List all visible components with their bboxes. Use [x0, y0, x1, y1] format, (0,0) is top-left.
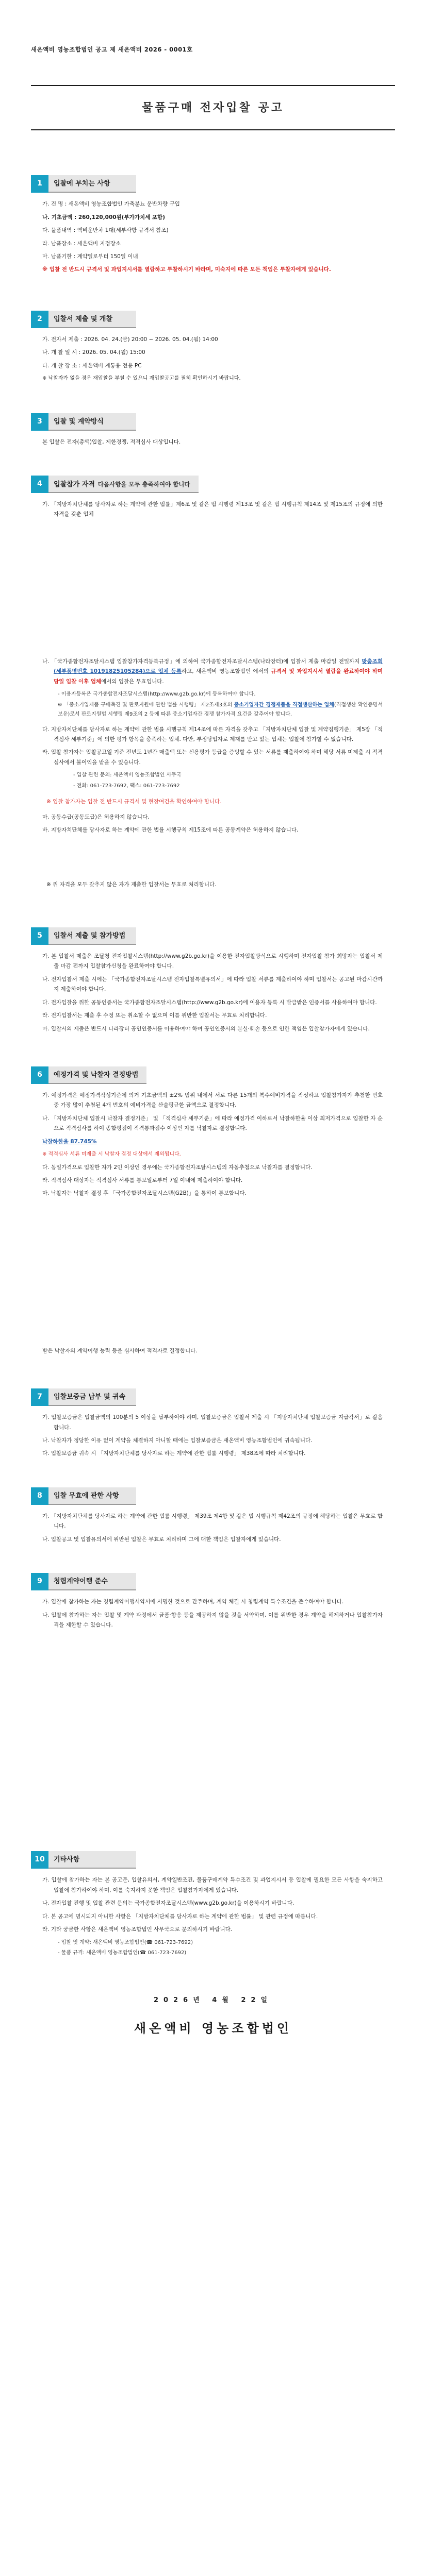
note-line: - 이용자등록은 국가종합전자조달시스템(http://www.g2b.go.kr)에 등록하여야 합니다.: [58, 691, 256, 698]
section-title: 입찰보증금 납부 및 귀속: [48, 1388, 136, 1406]
list-item: 다. 개 찰 장 소 : 새온액비 계통용 전용 PC: [42, 362, 142, 369]
list-item: 다. 입찰보증금 귀속 시 「지방자치단체를 당사자로 하는 계약에 관한 법률 시행령」 제38조에 따라 처리합니다.: [42, 1450, 306, 1457]
section-title: [48, 476, 199, 493]
list-item: 나. 기초금액 : 260,120,000원(부가가치세 포함): [42, 214, 165, 221]
highlight-text: 중소기업자간 경쟁제품을 직접생산하는 업체: [234, 702, 334, 708]
section-number: 7: [31, 1388, 48, 1406]
section-header: [31, 309, 395, 330]
tail-note: 받은 낙찰자의 계약이행 능력 등을 심사하여 적격자로 결정합니다.: [42, 1347, 198, 1354]
section-header: [31, 474, 395, 495]
warning-note: ※ 입찰 참가자는 입찰 전 반드시 규격서 및 현장여건을 확인하여야 합니다.: [46, 799, 222, 805]
warning-note: ※ 적격심사 서류 미제출 시 낙찰자 결정 대상에서 제외됩니다.: [42, 1151, 181, 1158]
note: ※ 낙찰자가 없을 경우 재입찰을 부칠 수 있으니 재입찰공고를 필히 확인하시기 바랍니다.: [42, 376, 241, 382]
list-item: 마. 공동수급(공동도급)은 허용하지 않습니다.: [42, 814, 150, 820]
list-item: 가. 건 명 : 새온액비 영농조합법인 가축분뇨 운반차량 구입: [42, 201, 180, 208]
list-item: 가. 입찰보증금은 입찰금액의 100분의 5 이상을 납부하여야 하며, 입찰보증금은 입찰서 제출 시 「지방자치단체 입찰보증금 지급각서」로 갈음합니다.: [42, 1414, 383, 1431]
section-7: [31, 1387, 395, 1459]
contract-method-text: 본 입찰은 전자(총액)입찰, 제한경쟁, 적격심사 대상입니다.: [42, 438, 181, 445]
section-header: [31, 926, 395, 946]
list-item: 가. 입찰에 참가하는 자는 본 공고문, 입찰유의서, 계약일반조건, 물품구매계약 특수조건 및 과업지시서 등 입찰에 필요한 모든 사항을 숙지하고 입찰에 참가하여야 하며, 이를 숙지하지 못한 책임은 입찰참가자에게 있습니다.: [42, 1877, 383, 1893]
list-item: 라. 입찰 참가자는 입찰공고일 기준 전년도 1년간 매출액 또는 신용평가 등급을 증빙할 수 있는 서류를 제출하여야 하며 해당 서류 미제출 시 적격심사에서 불이익을 받을 수 있습니다.: [42, 749, 383, 766]
section-header: [31, 1486, 395, 1506]
list-item: 나. 입찰공고 및 입찰유의서에 위반된 입찰은 무효로 처리하며 그에 대한 책임은 입찰자에게 있습니다.: [42, 1536, 281, 1543]
list-item: 가. 본 입찰서 제출은 조달청 전자입찰시스템(http://www.g2b.go.kr)을 이용한 전자입찰방식으로 시행하며 전자입찰 참가 희망자는 입찰서 제출 마감 전까지 입찰참가신청을 완료하여야 합니다.: [42, 953, 383, 970]
section-number: 9: [31, 1573, 48, 1590]
note-line: [58, 701, 383, 720]
section-body: [31, 437, 395, 447]
list-item: 라. 전자입찰서는 제출 후 수정 또는 취소할 수 없으며 이를 위반한 입찰서는 무효로 처리합니다.: [42, 1012, 267, 1019]
highlight-text: 맞춤조회(세부품명번호 10191825105284)으로 업체 등록: [54, 658, 383, 675]
section-body: [31, 500, 395, 890]
list-item: 마. 입찰서의 제출은 반드시 나라장터 공인인증서를 이용하여야 하며 공인인증서의 분실·훼손 등으로 인한 책임은 입찰참가자에게 있습니다.: [42, 1025, 370, 1032]
section-body: [31, 335, 395, 384]
organization-name: 새온액비 영농조합법인: [134, 2020, 292, 2036]
section-header: [31, 1850, 395, 1870]
section-5: [31, 926, 395, 1034]
list-item: 가. 「지방자치단체를 당사자로 하는 계약에 관한 법률 시행령」 제39조 제4항 및 같은 법 시행규칙 제42조의 규정에 해당하는 입찰은 무효로 합니다.: [42, 1513, 383, 1530]
section-header: [31, 1387, 395, 1408]
section-4: [31, 474, 395, 890]
list-item: 나. 입찰에 참가하는 자는 입찰 및 계약 과정에서 금품·향응 등을 제공하지 않을 것을 서약하며, 이를 위반한 경우 계약을 해제하거나 입찰참가자격을 제한할 수 있습니다.: [42, 1612, 383, 1629]
list-item: 라. 적격심사 대상자는 적격심사 서류를 통보일로부터 7일 이내에 제출하여야 합니다.: [42, 1177, 243, 1183]
section-body: [31, 1875, 395, 1958]
section-number: 10: [31, 1851, 48, 1869]
list-item: 나. 전자입찰서 제출 시에는 「국가종합전자조달시스템 전자입찰특별유의서」에 따라 입찰 서류를 제출하여야 하며 입찰서는 공고된 마감시간까지 제출하여야 합니다.: [42, 976, 383, 993]
contact-notes: [42, 771, 383, 791]
list-item: 마. 납품기한 : 계약일로부터 150일 이내: [42, 253, 138, 260]
list-item: 마. 낙찰자는 낙찰자 결정 후 「국가종합전자조달시스템(G2B)」을 통하여 통보합니다.: [42, 1190, 247, 1197]
section-body: [31, 1597, 395, 1630]
section-body: [31, 199, 395, 275]
text-run: 나. 「국가종합전자조달시스템 입찰참가자격등록규정」에 의하여 국가종합전자조달시스템(나라장터)에 입찰서 제출 마감일 전일까지: [42, 658, 362, 665]
highlight-text: 규격서 및 과업지시서 열람을 완료하여야 하며 당일 입찰 이후 업체: [54, 668, 383, 685]
notice-number: 새온액비 영농조합법인 공고 제 새온액비 2026 - 0001호: [31, 46, 193, 53]
section-number: 8: [31, 1487, 48, 1505]
section-body: [31, 952, 395, 1034]
section-title: 입찰 및 계약방식: [48, 413, 136, 431]
section-header: [31, 412, 395, 432]
section-2: [31, 309, 395, 384]
blank-area: [42, 523, 383, 657]
contact-line: - 입찰 관련 문의: 새온액비 영농조합법인 사무국: [73, 772, 182, 778]
section-number: 6: [31, 1066, 48, 1084]
section-subtitle: 다음사항을 모두 충족하여야 합니다: [97, 480, 190, 488]
tail-note: ※ 위 자격을 모두 갖추지 않은 자가 제출한 입찰서는 무효로 처리합니다.: [46, 881, 217, 888]
contact-notes: [42, 1938, 383, 1958]
section-6: [31, 1065, 395, 1356]
section-header: [31, 1571, 395, 1592]
section-number: 2: [31, 311, 48, 328]
section-number: 1: [31, 175, 48, 193]
text-run: ※ 「중소기업제품 구매촉진 및 판로지원에 관한 법률 시행령」 제2조제3호의: [58, 702, 234, 708]
text-run: (직접생산 확인증명서 보유)로서 판로지원법 시행령 제9조의 2 등에 따른 중소기업자간 경쟁 참가자격 요건을 갖추어야 합니다.: [58, 702, 383, 718]
section-9: [31, 1571, 395, 1630]
list-item: 나. 「지방자치단체 입찰시 낙찰자 결정기준」 및 「적격심사 세부기준」에 따라 예정가격 이하로서 낙찰하한율 이상 최저가격으로 입찰한 자 순으로 적격심사를 하여 종합평점이 적격통과점수 이상인 자를 낙찰자로 결정합니다.: [42, 1115, 383, 1132]
blank-area: [42, 839, 383, 880]
list-item: 라. 기타 궁금한 사항은 새온액비 영농조합법인 사무국으로 문의하시기 바랍니다.: [42, 1926, 233, 1933]
warning-note: ※ 입찰 전 반드시 규격서 및 과업지시서를 열람하고 투찰하시기 바라며, 미숙지에 따른 모든 책임은 투찰자에게 있습니다.: [42, 266, 331, 273]
notes: [42, 690, 383, 720]
list-item: 다. 본 공고에 명시되지 아니한 사항은 「지방자치단체를 당사자로 하는 계약에 관한 법률」 및 관련 규정에 따릅니다.: [42, 1913, 318, 1920]
list-item: [42, 657, 383, 687]
title-box: [31, 85, 395, 130]
section-title: 청렴계약이행 준수: [48, 1573, 136, 1590]
list-item: 나. 낙찰자가 정당한 이유 없이 계약을 체결하지 아니할 때에는 입찰보증금은 새온액비 영농조합법인에 귀속됩니다.: [42, 1437, 313, 1444]
text-run: 하고, 새온액비 영농조합법인 에서의: [181, 668, 271, 675]
list-item: 다. 전자입찰을 위한 공동인증서는 국가종합전자조달시스템(http://www.g2b.go.kr)에 이용자 등록 시 발급받은 인증서를 사용하여야 합니다.: [42, 999, 377, 1006]
list-item: 가. 전자서 제출 : 2026. 04. 24.(금) 20:00 ~ 2026. 05. 04.(월) 14:00: [42, 336, 218, 343]
section-body: [31, 1413, 395, 1459]
section-title: 입찰 무효에 관한 사항: [48, 1487, 136, 1505]
section-body: [31, 1512, 395, 1545]
text-run: 에서의 입찰은 무효입니다.: [101, 678, 164, 685]
highlight-line: [42, 1137, 383, 1147]
list-item: 가. 입찰에 참가하는 자는 청렴계약이행서약서에 서명한 것으로 간주하며, 계약 체결 시 청렴계약 특수조건을 준수하여야 합니다.: [42, 1599, 344, 1605]
section-title: 입찰서 제출 및 개찰: [48, 311, 136, 328]
section-number: 4: [31, 476, 48, 493]
section-10: [31, 1850, 395, 1958]
list-item: 다. 물품내역 : 액비운반차 1대(세부사항 규격서 참조): [42, 227, 169, 234]
section-title: 예정가격 및 낙찰자 결정방법: [48, 1066, 146, 1084]
list-item: 가. 「지방자치단체를 당사자로 하는 계약에 관한 법률」제6조 및 같은 법 시행령 제13조 및 같은 법 시행규칙 제14조 및 제15조의 규정에 의한 자격을 갖춘 업체: [42, 501, 383, 518]
section-header: [31, 1065, 395, 1086]
blank-area: [42, 1202, 383, 1346]
section-1: [31, 174, 395, 275]
section-title: 입찰에 부치는 사항: [48, 175, 136, 193]
section-header: [31, 174, 395, 194]
list-item: 다. 동일가격으로 입찰한 자가 2인 이상인 경우에는 국가종합전자조달시스템의 자동추첨으로 낙찰자를 결정합니다.: [42, 1164, 313, 1171]
section-title-text: 입찰참가 자격: [54, 480, 95, 488]
list-item: 가. 예정가격은 예정가격작성기준에 의거 기초금액의 ±2% 범위 내에서 서로 다른 15개의 복수예비가격을 작성하고 입찰참가자가 추첨한 번호 중 가장 많이 추첨된 4개 번호의 예비가격을 산술평균한 금액으로 결정합니다.: [42, 1092, 383, 1109]
contact-line: - 전화: 061-723-7692, 팩스: 061-723-7692: [73, 783, 180, 789]
section-number: 3: [31, 413, 48, 431]
section-8: [31, 1486, 395, 1545]
list-item: 나. 전자입찰 진행 및 입찰 관련 문의는 국가종합전자조달시스템(www.g2b.go.kr)을 이용하시기 바랍니다.: [42, 1900, 294, 1907]
section-title: 입찰서 제출 및 참가방법: [48, 927, 136, 945]
list-item: 바. 지방자치단체를 당사자로 하는 계약에 관한 법률 시행규칙 제15조에 따른 공동계약은 허용하지 않습니다.: [42, 827, 299, 834]
blank-area: [31, 1633, 395, 1829]
list-item: 다. 지방자치단체를 당사자로 하는 계약에 관한 법률 시행규칙 제14조에 따른 자격을 갖추고 「지방자치단체 입찰 및 계약집행기준」 제5장 「적격심사 세부기준」에 의한 평가 항목을 충족하는 업체. 다만, 부정당업자로 제재를 받고 있는 업체는 입찰에 참가할 수 없습니다.: [42, 726, 383, 743]
notice-date: 2026년 4월 22일: [153, 1996, 273, 2004]
list-item: 나. 개 찰 일 시 : 2026. 05. 04.(월) 15:00: [42, 349, 145, 356]
contact-line: - 물품 규격: 새온액비 영농조합법인(☎ 061-723-7692): [58, 1950, 187, 1956]
section-number: 5: [31, 927, 48, 945]
page-title: 물품구매 전자입찰 공고: [142, 100, 284, 114]
highlight-text: 낙찰하한율 87.745%: [42, 1138, 97, 1145]
contact-line: - 입찰 및 계약: 새온액비 영농조합법인(☎ 061-723-7692): [58, 1939, 193, 1945]
section-body: [31, 1091, 395, 1356]
section-3: [31, 412, 395, 447]
section-title: 기타사항: [48, 1851, 136, 1869]
list-item: 라. 납품장소 : 새온액비 지정장소: [42, 240, 121, 247]
